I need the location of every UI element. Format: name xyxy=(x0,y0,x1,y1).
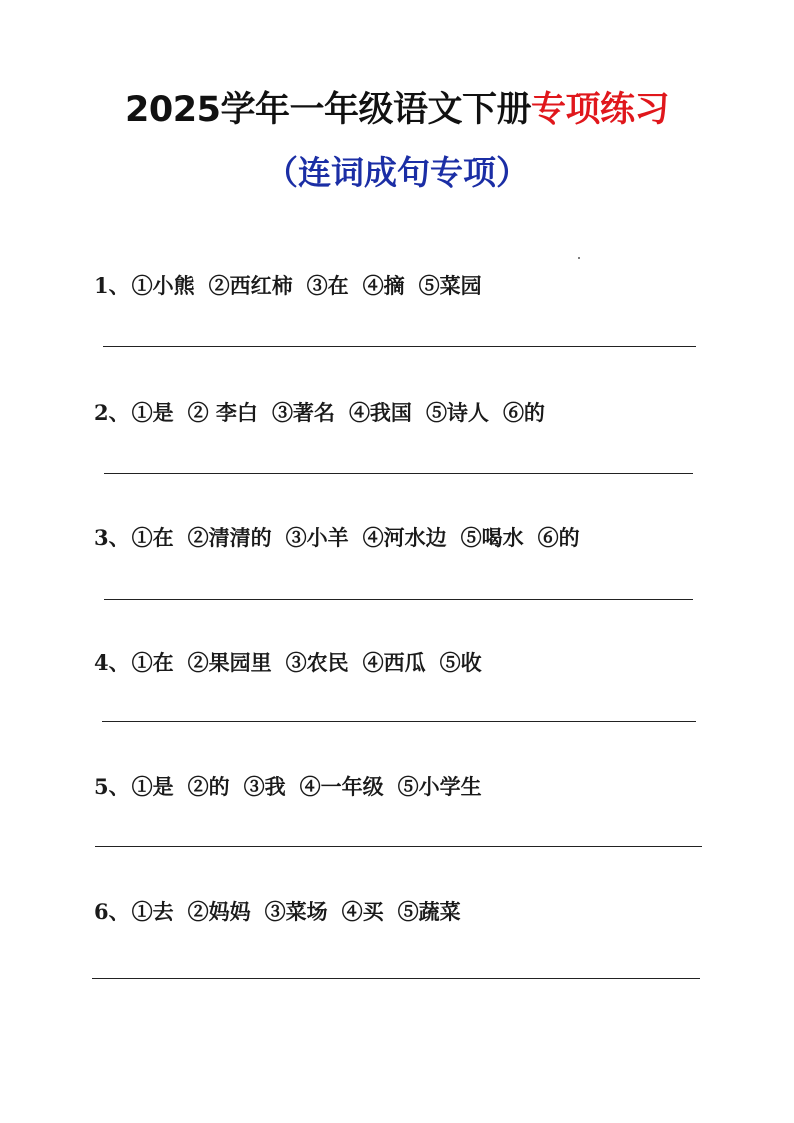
word-option: ④河水边 xyxy=(362,525,447,550)
word-option: ③我 xyxy=(243,774,286,799)
question-number: 5、 xyxy=(94,774,130,799)
answer-line-3[interactable] xyxy=(104,599,693,600)
word-option: ①在 xyxy=(131,525,174,550)
question-number: 3、 xyxy=(94,525,130,550)
word-option: ①是 xyxy=(131,774,174,799)
word-option: ⑤喝水 xyxy=(460,525,524,550)
word-option: ⑤蔬菜 xyxy=(397,899,461,924)
word-option: ⑥的 xyxy=(502,400,545,425)
question-number: 4、 xyxy=(94,650,130,675)
word-option: ⑤收 xyxy=(439,650,482,675)
question-4 xyxy=(94,647,496,677)
word-option: ④西瓜 xyxy=(362,650,426,675)
word-option: ①去 xyxy=(131,899,174,924)
word-option: ⑥的 xyxy=(537,525,580,550)
answer-line-2[interactable] xyxy=(104,473,693,474)
question-number: 6、 xyxy=(94,899,130,924)
question-5 xyxy=(94,771,496,801)
word-option: ⑤小学生 xyxy=(397,774,482,799)
word-option: ②清清的 xyxy=(187,525,272,550)
answer-line-6[interactable] xyxy=(92,978,700,979)
word-option: ②果园里 xyxy=(187,650,272,675)
question-number: 2、 xyxy=(94,400,130,425)
title-accent: 专项练习 xyxy=(530,90,669,130)
question-6 xyxy=(94,896,475,926)
answer-line-1[interactable] xyxy=(103,346,696,347)
word-option: ②妈妈 xyxy=(187,899,251,924)
question-3 xyxy=(94,522,594,552)
word-option: ⑤诗人 xyxy=(425,400,489,425)
word-option: ①是 xyxy=(131,400,174,425)
word-option: ⑤菜园 xyxy=(418,273,482,298)
word-option: ③菜场 xyxy=(264,899,328,924)
title-main: 2025学年一年级语文下册 xyxy=(125,90,531,130)
question-1 xyxy=(94,270,496,300)
page-title xyxy=(0,82,794,132)
question-number: 1、 xyxy=(94,273,130,298)
word-option: ①小熊 xyxy=(131,273,195,298)
page-subtitle: （连词成句专项） xyxy=(265,153,529,192)
word-option: ② 李白 xyxy=(187,400,258,425)
word-option: ④摘 xyxy=(362,273,405,298)
stray-dot xyxy=(578,257,580,259)
answer-line-5[interactable] xyxy=(95,846,702,847)
word-option: ④买 xyxy=(341,899,384,924)
word-option: ③著名 xyxy=(271,400,335,425)
word-option: ④一年级 xyxy=(299,774,384,799)
word-option: ①在 xyxy=(131,650,174,675)
question-2 xyxy=(94,397,559,427)
answer-line-4[interactable] xyxy=(102,721,696,722)
word-option: ③小羊 xyxy=(285,525,349,550)
word-option: ④我国 xyxy=(348,400,412,425)
word-option: ③在 xyxy=(306,273,349,298)
word-option: ②西红柿 xyxy=(208,273,293,298)
word-option: ③农民 xyxy=(285,650,349,675)
word-option: ②的 xyxy=(187,774,230,799)
